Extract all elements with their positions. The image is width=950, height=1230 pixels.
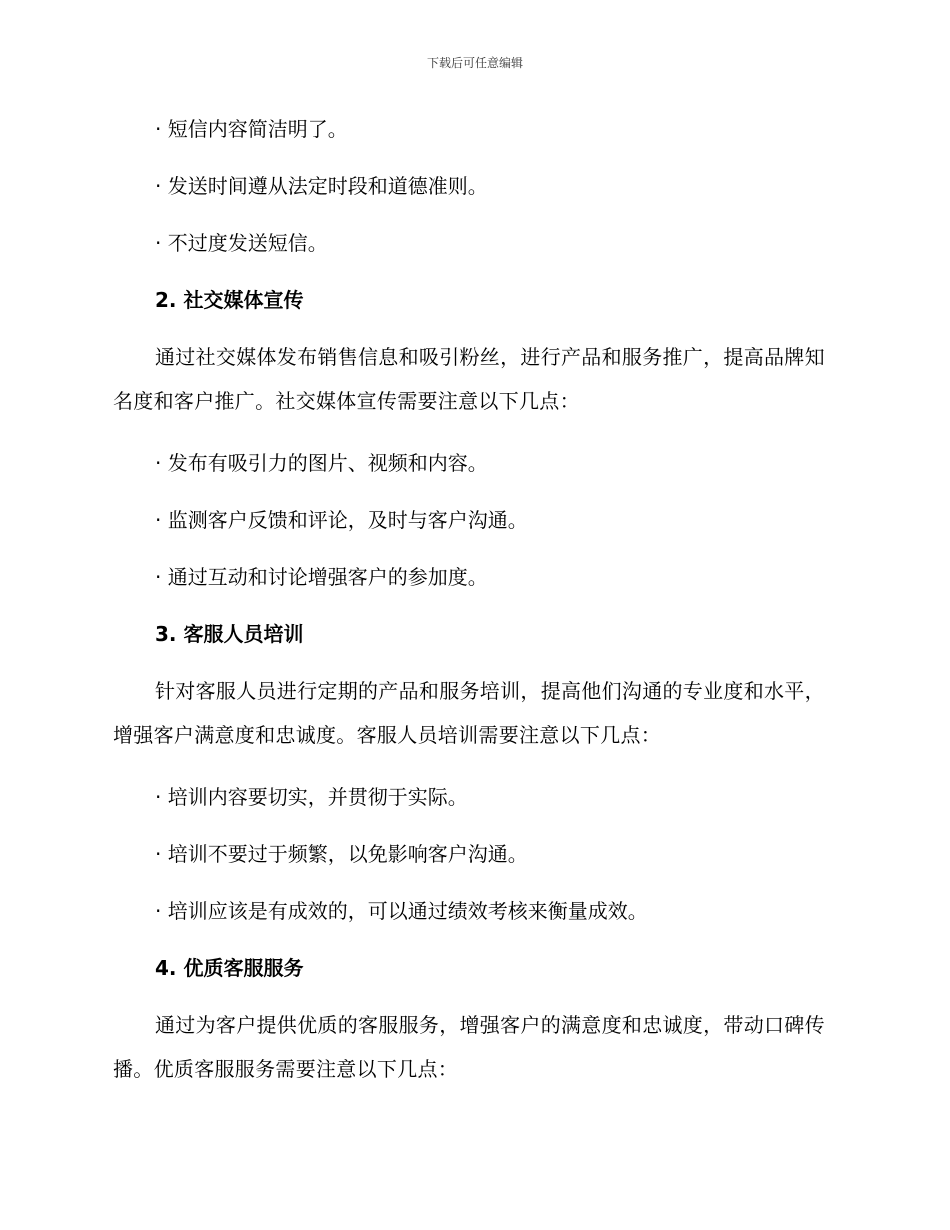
bullet-item: · 培训内容要切实，并贯彻于实际。 — [155, 785, 468, 809]
bullet-item: · 短信内容简洁明了。 — [155, 117, 348, 141]
paragraph: 通过社交媒体发布销售信息和吸引粉丝，进行产品和服务推广，提高品牌知名度和客户推广。社交媒体宣传需要注意以下几点： — [113, 345, 825, 413]
section-heading: 3. 客服人员培训 — [155, 622, 304, 646]
document-body — [113, 112, 833, 1114]
section-heading: 4. 优质客服服务 — [155, 956, 304, 980]
bullet-item: · 通过互动和讨论增强客户的参加度。 — [155, 565, 488, 589]
section-heading: 2. 社交媒体宣传 — [155, 288, 304, 312]
bullet-item: · 发布有吸引力的图片、视频和内容。 — [155, 451, 488, 475]
bullet-item: · 发送时间遵从法定时段和道德准则。 — [155, 174, 488, 198]
bullet-item: · 监测客户反馈和评论，及时与客户沟通。 — [155, 508, 528, 532]
paragraph: 针对客服人员进行定期的产品和服务培训，提高他们沟通的专业度和水平，增强客户满意度和忠诚度。客服人员培训需要注意以下几点： — [113, 679, 825, 747]
bullet-item: · 培训应该是有成效的，可以通过绩效考核来衡量成效。 — [155, 899, 648, 923]
page-header: 下载后可任意编辑 — [426, 56, 523, 70]
bullet-item: · 不过度发送短信。 — [155, 231, 328, 255]
bullet-item: · 培训不要过于频繁，以免影响客户沟通。 — [155, 842, 528, 866]
paragraph: 通过为客户提供优质的客服服务，增强客户的满意度和忠诚度，带动口碑传播。优质客服服务需要注意以下几点： — [113, 1013, 825, 1081]
